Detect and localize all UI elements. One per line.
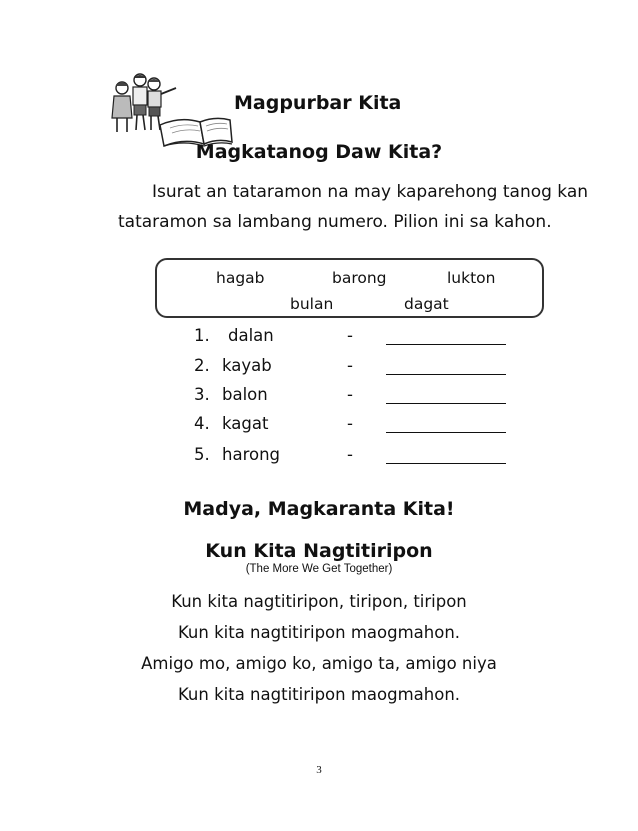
word-choice: barong bbox=[332, 269, 387, 287]
word-choice: bulan bbox=[290, 295, 334, 313]
answer-blank[interactable] bbox=[386, 344, 506, 345]
item-word: harong bbox=[222, 445, 281, 464]
item-word: kagat bbox=[222, 414, 269, 433]
word-choice-box bbox=[155, 258, 544, 318]
answer-blank[interactable] bbox=[386, 403, 506, 404]
item-dash: - bbox=[347, 385, 353, 404]
children-reading-illustration bbox=[100, 70, 235, 150]
item-dash: - bbox=[347, 326, 353, 345]
section-title-magpurbar: Magpurbar Kita bbox=[234, 92, 402, 114]
song-title: Kun Kita Nagtitiripon bbox=[205, 540, 433, 562]
item-number: 2. bbox=[194, 356, 210, 375]
item-dash: - bbox=[347, 414, 353, 433]
item-word: dalan bbox=[228, 326, 274, 345]
answer-blank[interactable] bbox=[386, 463, 506, 464]
answer-blank[interactable] bbox=[386, 432, 506, 433]
song-subtitle: (The More We Get Together) bbox=[245, 563, 393, 575]
item-dash: - bbox=[347, 445, 353, 464]
section-title-magkatanog: Magkatanog Daw Kita? bbox=[195, 141, 443, 163]
song-line: Kun kita nagtitiripon maogmahon. bbox=[177, 623, 461, 642]
item-number: 1. bbox=[194, 326, 210, 345]
song-line: Kun kita nagtitiripon, tiripon, tiripon bbox=[171, 592, 467, 611]
song-line: Kun kita nagtitiripon maogmahon. bbox=[177, 685, 461, 704]
item-number: 4. bbox=[194, 414, 210, 433]
word-choice: hagab bbox=[216, 269, 265, 287]
item-number: 5. bbox=[194, 445, 210, 464]
song-line: Amigo mo, amigo ko, amigo ta, amigo niya bbox=[141, 654, 497, 673]
item-number: 3. bbox=[194, 385, 210, 404]
word-choice: dagat bbox=[404, 295, 449, 313]
instructions-paragraph: Isurat an tataramon na may kaparehong tanog kan tataramon sa lambang numero. Pilion ini sa kahon. bbox=[118, 182, 589, 232]
page-number: 3 bbox=[316, 764, 322, 776]
item-dash: - bbox=[347, 356, 353, 375]
word-choice: lukton bbox=[447, 269, 496, 287]
item-word: balon bbox=[222, 385, 268, 404]
item-word: kayab bbox=[222, 356, 272, 375]
section-title-madya: Madya, Magkaranta Kita! bbox=[183, 498, 455, 520]
answer-blank[interactable] bbox=[386, 374, 506, 375]
